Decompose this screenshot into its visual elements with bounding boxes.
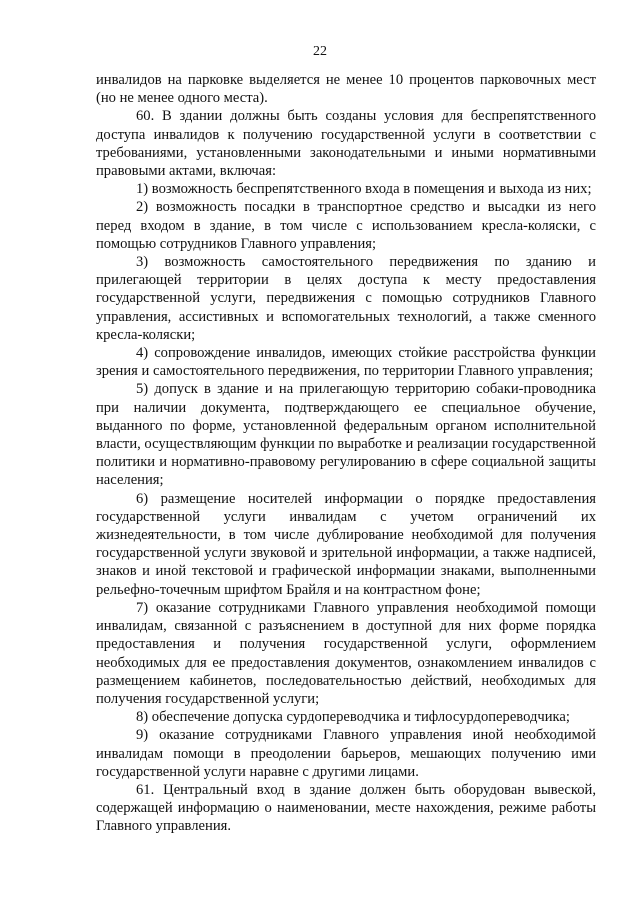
list-item-2: 2) возможность посадки в транспортное средство и высадки из него перед входом в здание, в том числе с использованием кресла-коляски, с помощью сотрудников Главного управления; [96,199,596,252]
document-body [96,71,596,836]
paragraph-60: 60. В здании должны быть созданы условия для беспрепятственного доступа инвалидов к получению государственной услуги в соответствии с требованиями, установленными законодательными и иными нормативными правовыми актами, включая: [96,108,596,180]
list-item-1: 1) возможность беспрепятственного входа в помещения и выхода из них; [136,181,592,198]
list-item-6: 6) размещение носителей информации о порядке предоставления государственной услуги инвалидам с учетом ограничений их жизнедеятельности, в том числе дублирование необходимой для получения государственной услуги звуковой и зрительной информации, а также надписей, знаков и иной текстовой и графической информации знаками, выполненными рельефно-точечным шрифтом Брайля и на контрастном фоне; [96,490,596,598]
list-item-8: 8) обеспечение допуска сурдопереводчика и тифлосурдопереводчика; [136,709,570,726]
page-number: 22 [313,44,327,59]
list-item-4: 4) сопровождение инвалидов, имеющих стойкие расстройства функции зрения и самостоятельного передвижения, по территории Главного управления; [96,345,596,380]
list-item-5: 5) допуск в здание и на прилегающую территорию собаки-проводника при наличии документа, подтверждающего ее специальное обучение, выданного по форме, установленной федеральным органом исполнительной власти, осуществляющим функции по выработке и реализации государственной политики и нормативно-правовому регулированию в сфере социальной защиты населения; [96,381,596,489]
paragraph-61: 61. Центральный вход в здание должен быть оборудован вывеской, содержащей информацию о наименовании, месте нахождения, режиме работы Главного управления. [96,781,596,835]
list-item-3: 3) возможность самостоятельного передвижения по зданию и прилегающей территории в целях доступа к месту предоставления государственной услуги, передвижения с помощью сотрудников Главного управления, ассистивных и вспомогательных технологий, а также сменного кресла-коляски; [96,254,596,343]
list-item-9: 9) оказание сотрудниками Главного управления иной необходимой инвалидам помощи в преодолении барьеров, мешающих получению ими государственной услуги наравне с другими лицами. [96,727,596,780]
list-item-7: 7) оказание сотрудниками Главного управления необходимой помощи инвалидам, связанной с разъяснением в доступной для них форме порядка предоставления и получения государственной услуги, оформлением необходимых для ее предоставления документов, ознакомлением инвалидов с размещением кабинетов, последовательностью действий, необходимых для получения государственной услуги; [96,599,596,707]
paragraph-continuation: инвалидов на парковке выделяется не менее 10 процентов парковочных мест (но не менее одного места). [96,72,596,107]
